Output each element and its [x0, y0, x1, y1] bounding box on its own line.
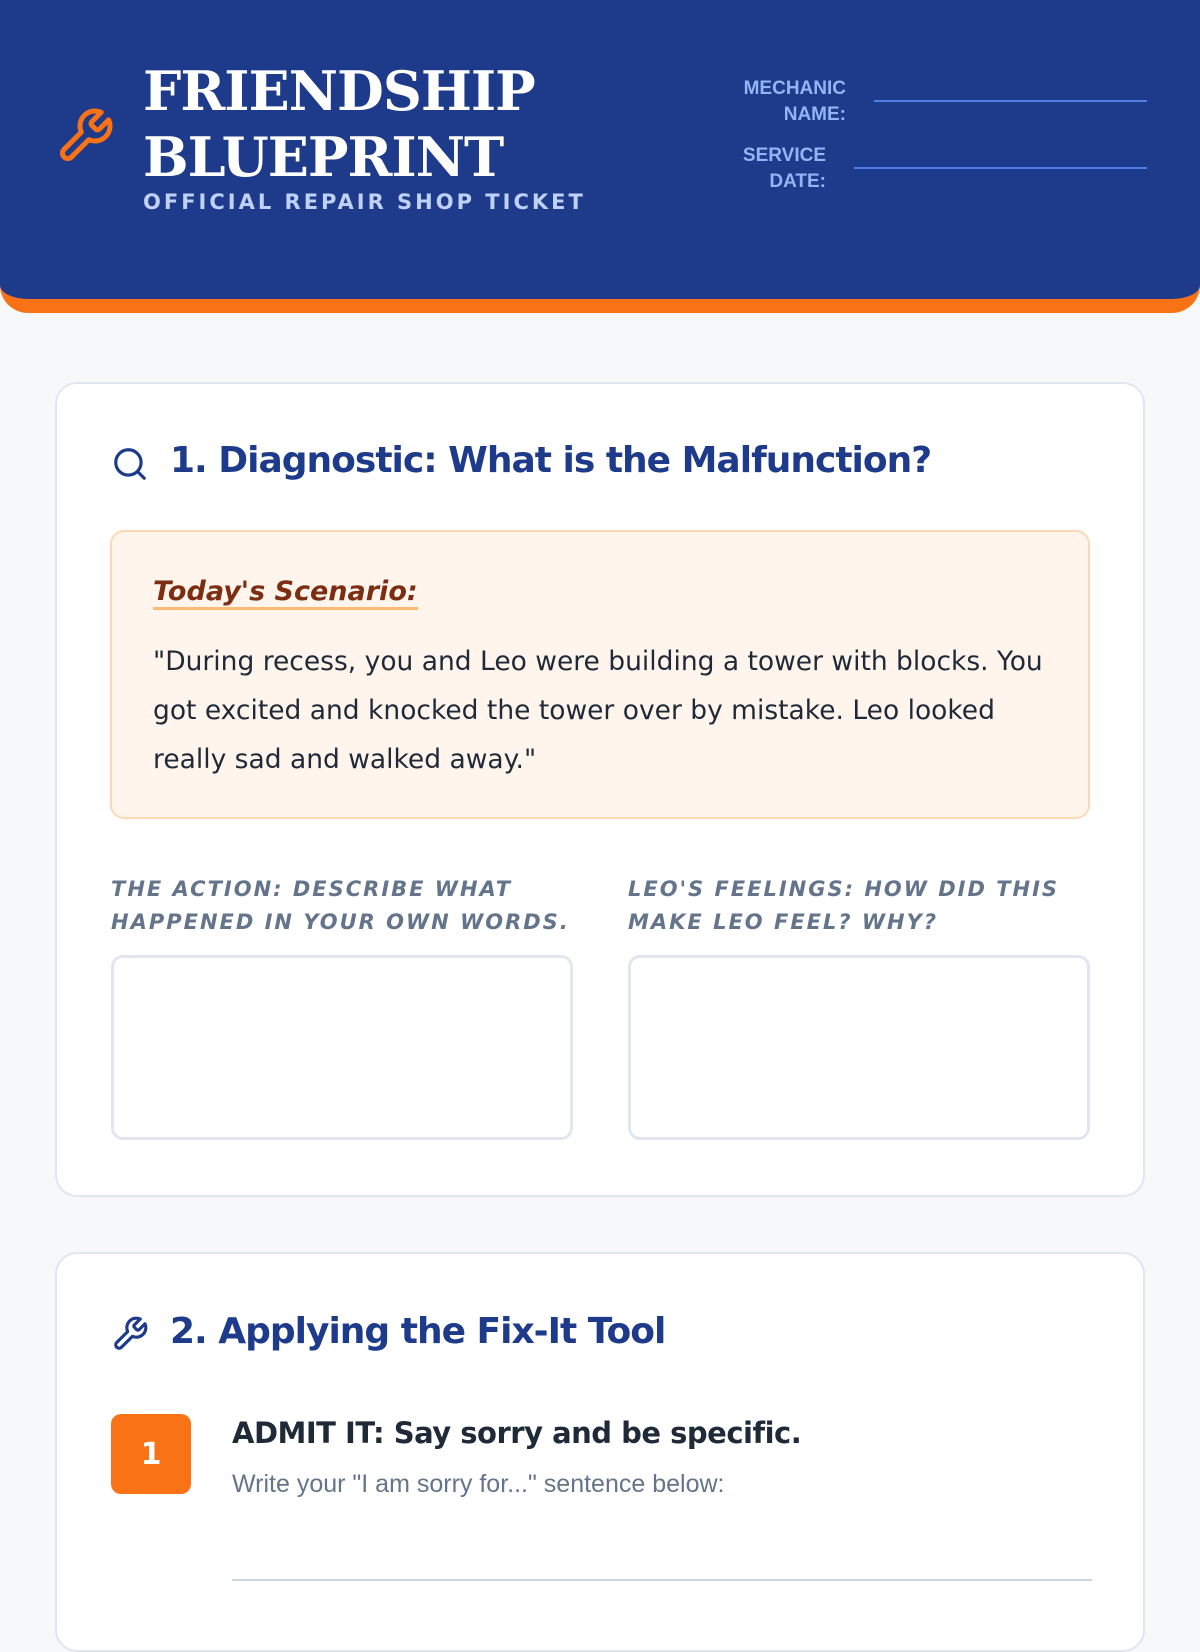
- page-subtitle: OFFICIAL REPAIR SHOP TICKET: [143, 190, 586, 214]
- mechanic-name-field[interactable]: [874, 100, 1147, 102]
- fix-it-title: 2. Applying the Fix-It Tool: [170, 1311, 666, 1352]
- scenario-text: "During recess, you and Leo were building a tower with blocks. You got excited and knocked the tower over by mistake. Leo looked really sad and walked away.": [153, 646, 1043, 775]
- date-label-line-2: DATE:: [769, 171, 826, 192]
- step-number-badge: 1: [111, 1414, 191, 1494]
- scenario-box: [110, 530, 1090, 819]
- sorry-sentence-field[interactable]: [232, 1579, 1092, 1581]
- diagnostic-title: 1. Diagnostic: What is the Malfunction?: [170, 440, 932, 481]
- action-answer-box[interactable]: [111, 955, 573, 1140]
- step-hint: Write your "I am sorry for..." sentence below:: [232, 1470, 725, 1498]
- mechanic-label-line-1: MECHANIC: [743, 78, 846, 99]
- page-title: [143, 58, 535, 190]
- title-line-1: FRIENDSHIP: [143, 59, 535, 123]
- service-date-label: [700, 143, 826, 195]
- date-label-line-1: SERVICE: [742, 145, 826, 166]
- search-icon: [111, 445, 149, 483]
- scenario-label: Today's Scenario:: [153, 576, 418, 610]
- wrench-icon: [111, 1315, 149, 1353]
- step-title: ADMIT IT: Say sorry and be specific.: [232, 1416, 802, 1450]
- mechanic-label-line-2: NAME:: [783, 104, 846, 125]
- feelings-label: LEO'S FEELINGS: HOW DID THIS MAKE LEO FEEL? WHY?: [628, 877, 1060, 934]
- mechanic-name-label: [700, 76, 846, 128]
- wrench-icon: [55, 106, 115, 166]
- header-banner: [0, 0, 1200, 313]
- feelings-answer-box[interactable]: [628, 955, 1090, 1140]
- service-date-field[interactable]: [854, 167, 1147, 169]
- action-label: THE ACTION: DESCRIBE WHAT HAPPENED IN YOUR OWN WORDS.: [111, 877, 570, 934]
- title-line-2: BLUEPRINT: [143, 125, 504, 189]
